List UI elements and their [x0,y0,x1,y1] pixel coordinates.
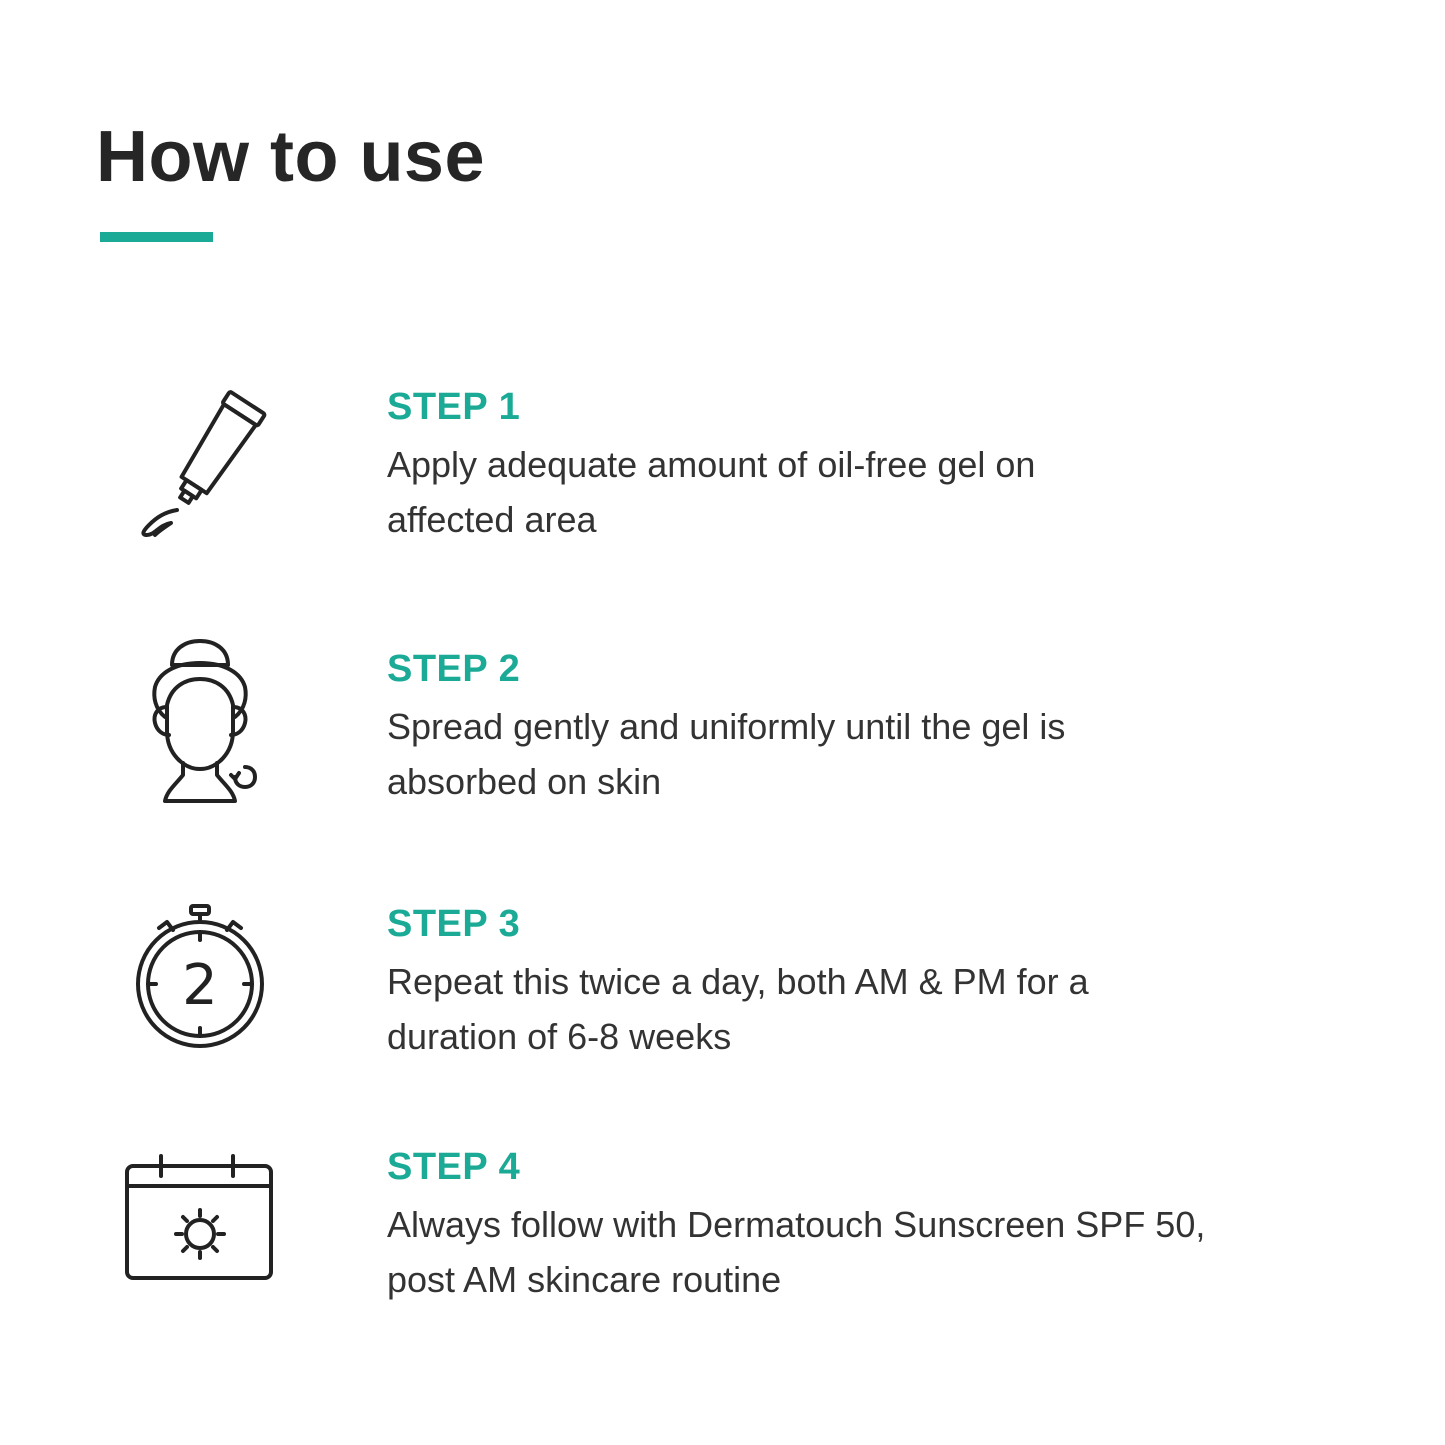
step-2 [0,647,1445,847]
face-massage-icon [115,635,285,805]
page-title: How to use [96,117,486,197]
step-description: Apply adequate amount of oil-free gel on affected area [387,443,1036,540]
step-label: STEP 1 [387,386,521,428]
step-1 [0,385,1445,585]
step-3 [0,902,1445,1102]
step-label: STEP 2 [387,648,521,690]
stopwatch-icon [115,902,285,1072]
step-2-text [387,647,1347,809]
step-description: Always follow with Dermatouch Sunscreen SPF 50, post AM skincare routine [387,1203,1206,1300]
step-1-text [387,385,1347,547]
gel-tube-icon [115,385,285,555]
step-4 [0,1145,1445,1345]
step-description: Repeat this twice a day, both AM & PM for a duration of 6-8 weeks [387,960,1089,1057]
step-description: Spread gently and uniformly until the gel is absorbed on skin [387,705,1066,802]
step-3-text [387,902,1347,1064]
calendar-sun-icon [115,1150,285,1320]
step-label: STEP 3 [387,903,521,945]
stopwatch-number: 2 [182,953,218,1018]
step-label: STEP 4 [387,1146,521,1188]
step-4-text [387,1145,1347,1307]
title-underline [100,232,213,242]
